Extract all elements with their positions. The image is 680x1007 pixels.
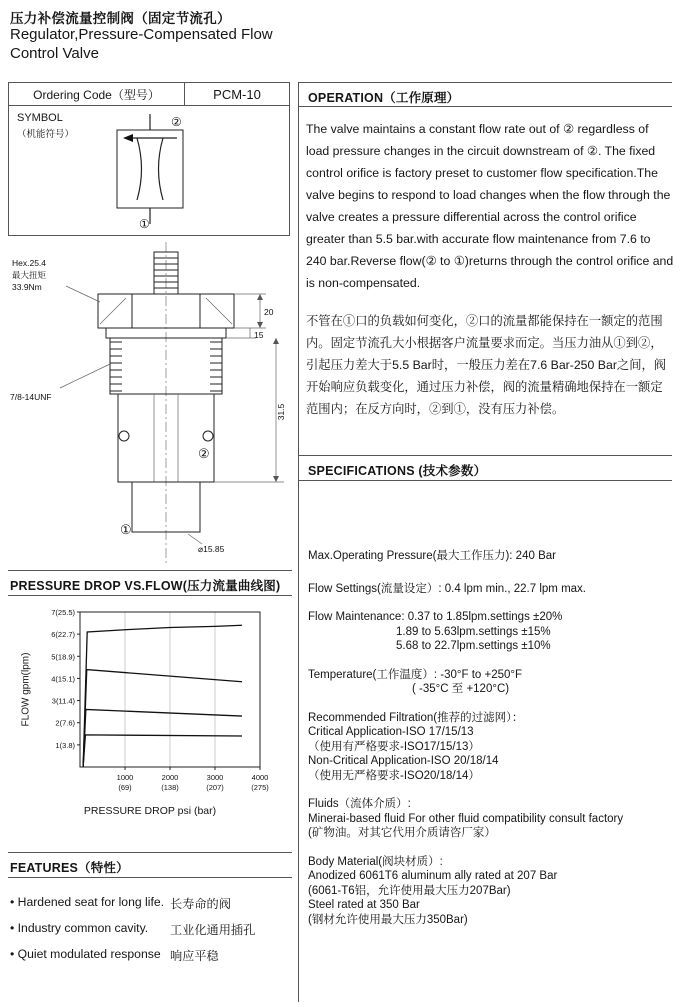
x-tick-label-bar: (69) <box>118 783 132 792</box>
specs-list <box>308 549 674 941</box>
spec-line: Anodized 6061T6 aluminum ally rated at 207 Bar <box>308 870 558 882</box>
flow-curve <box>83 709 242 767</box>
chart-heading: PRESSURE DROP VS.FLOW(压力流量曲线图) <box>10 579 281 593</box>
column-divider <box>298 82 299 1002</box>
feature-text-zh: 长寿命的阀 <box>170 897 231 911</box>
ordering-code-box <box>8 82 290 106</box>
spec-line: (钢材允许使用最大压力350Bar) <box>308 913 468 926</box>
spec-line: Minerai-based fluid For other fluid compatibility consult factory <box>308 812 624 825</box>
spec-line: (矿物油。对其它代用介质请咨厂家） <box>308 827 496 839</box>
y-tick-label: 5(18.9) <box>51 652 75 662</box>
page-title-en-line1: Regulator,Pressure-Compensated Flow <box>10 26 273 43</box>
feature-text-zh: 响应平稳 <box>170 949 219 963</box>
flow-curve <box>83 735 242 767</box>
spec-line: （使用无严格要求-ISO20/18/14） <box>308 769 480 782</box>
spec-group <box>308 582 674 597</box>
spec-line: ( -35°C 至 +120°C) <box>412 683 510 695</box>
hex-label-line1: Hex.25.4 <box>12 258 47 268</box>
spec-line: Body Material(阀块材质）: <box>308 855 443 868</box>
section-rule <box>298 480 672 481</box>
spec-line: Max.Operating Pressure(最大工作压力): 240 Bar <box>308 550 556 562</box>
flow-chart <box>8 600 292 850</box>
drawing-port-1-label: ① <box>120 522 132 537</box>
dimension-lines <box>214 294 284 482</box>
section-rule <box>298 106 672 107</box>
symbol-label: SYMBOL <box>17 112 63 124</box>
side-port-hole <box>119 431 129 441</box>
section-rule <box>8 595 292 596</box>
flow-chart-svg <box>38 604 288 804</box>
feature-text-en: • Hardened seat for long life. <box>10 895 164 909</box>
features-list <box>10 886 290 964</box>
symbol-port-1-label: ① <box>139 217 150 230</box>
page-title-en-line2: Control Valve <box>10 45 99 62</box>
arrow-head-icon <box>123 134 133 142</box>
x-tick-label-psi: 4000 <box>251 773 269 782</box>
x-tick-label-psi: 2000 <box>161 773 179 782</box>
section-rule <box>8 852 292 853</box>
spec-line: （使用有严格要求-ISO17/15/13） <box>308 740 480 753</box>
hex-label-line3: 33.9Nm <box>12 282 42 292</box>
spec-group <box>308 797 674 841</box>
dim-step: 15 <box>254 330 264 340</box>
hex-label-line2: 最大扭矩 <box>12 270 47 280</box>
leader-lines <box>60 286 202 544</box>
spec-group <box>308 668 674 697</box>
spec-group <box>308 711 674 784</box>
operation-text-zh: 不管在①口的负载如何变化，②口的流量都能保持在一额定的范围内。固定节流孔大小根据客户流量要求而定。当压力油从①到②，引起压力差大于5.5 Bar时，一般压力差在7.6 Bar-250 Bar之间，阀开始响应负载变化，通过压力补偿，阀的流量精确地保持在一额定范围内；在反方向时，②到①，没有压力补偿。 <box>306 314 667 416</box>
spec-line: Non-Critical Application-ISO 20/18/14 <box>308 755 499 767</box>
drawing-port-2-label: ② <box>198 446 210 461</box>
operation-heading: OPERATION（工作原理） <box>308 91 460 105</box>
spec-group <box>308 549 674 564</box>
spec-line: (6061-T6铝，允许使用最大压力207Bar) <box>308 884 511 897</box>
section-rule <box>8 570 292 571</box>
spec-group <box>308 610 674 654</box>
cross-section-drawing <box>8 236 292 570</box>
spec-line: Flow Settings(流量设定）: 0.4 lpm min., 22.7 lpm max. <box>308 582 586 595</box>
y-tick-label: 2(7.6) <box>55 718 75 728</box>
spec-line: 5.68 to 22.7lpm.settings ±10% <box>396 640 551 652</box>
symbol-sublabel: （机能符号） <box>17 129 75 140</box>
dim-hex-height: 20 <box>264 307 274 317</box>
features-heading: FEATURES（特性） <box>10 861 129 875</box>
y-tick-label: 6(22.7) <box>51 630 75 640</box>
flow-curve <box>83 625 242 767</box>
feature-text-zh: 工业化通用插孔 <box>170 923 256 937</box>
ordering-code-label: Ordering Code（型号） <box>9 83 185 105</box>
x-tick-label-bar: (207) <box>206 783 224 792</box>
spec-line: Fluids（流体介质）: <box>308 798 411 810</box>
x-tick-label-bar: (138) <box>161 783 179 792</box>
section-rule <box>8 877 292 878</box>
specifications-heading: SPECIFICATIONS (技术参数） <box>308 464 487 478</box>
flow-curve <box>83 670 242 767</box>
y-tick-label: 1(3.8) <box>55 740 75 750</box>
spec-line: Critical Application-ISO 17/15/13 <box>308 726 474 738</box>
spec-line: Flow Maintenance: 0.37 to 1.85lpm.settings ±20% <box>308 611 563 623</box>
dim-body-length: 31.5 <box>276 403 286 421</box>
symbol-lines <box>117 114 183 224</box>
x-tick-label-bar: (275) <box>251 783 269 792</box>
chart-x-axis-label: PRESSURE DROP psi (bar) <box>83 805 217 817</box>
x-tick-label-psi: 1000 <box>116 773 134 782</box>
y-tick-label: 4(15.1) <box>51 674 75 684</box>
y-tick-label: 7(25.5) <box>51 608 75 617</box>
feature-text-en: • Industry common cavity. <box>10 921 149 935</box>
feature-text-en: • Quiet modulated response <box>10 947 161 961</box>
feature-item <box>10 921 290 938</box>
spec-line: 1.89 to 5.63lpm.settings ±15% <box>396 625 551 638</box>
page-title-zh: 压力补偿流量控制阀（固定节流孔） <box>10 11 231 26</box>
feature-item <box>10 947 290 964</box>
spec-group <box>308 855 674 928</box>
section-rule <box>298 82 672 83</box>
ordering-code-value: PCM-10 <box>213 86 261 102</box>
chart-y-axis-label: FLOW gpm(lpm) <box>20 652 32 727</box>
symbol-port-2-label: ② <box>171 115 182 129</box>
thread-label: 7/8-14UNF <box>10 392 52 402</box>
x-tick-label-psi: 3000 <box>206 773 224 782</box>
spec-line: Steel rated at 350 Bar <box>308 899 420 911</box>
spec-line: Temperature(工作温度）: -30°F to +250°F <box>308 668 523 681</box>
spec-line: Recommended Filtration(推荐的过滤网）： <box>308 711 524 724</box>
dim-nose-diameter: ⌀15.85 <box>198 544 225 554</box>
section-rule <box>298 455 672 456</box>
symbol-box <box>8 106 290 236</box>
side-port-hole <box>203 431 213 441</box>
operation-text-en: The valve maintains a constant flow rate out of ② regardless of load pressure changes in the circuit downstream of ②. The fixed control orifice is factory preset to customer flow specification.The valve begins to respond to load changes when the flow through the valve creates a pressure differential across the control orifice greater than 5.5 bar.with accurate flow maintenance from 7.6 to 240 bar.Reverse flow(② to ①)returns through the control orifice and is non-compensated. <box>306 122 674 290</box>
feature-item <box>10 895 290 912</box>
y-tick-label: 3(11.4) <box>51 696 75 706</box>
hydraulic-symbol <box>85 112 215 230</box>
